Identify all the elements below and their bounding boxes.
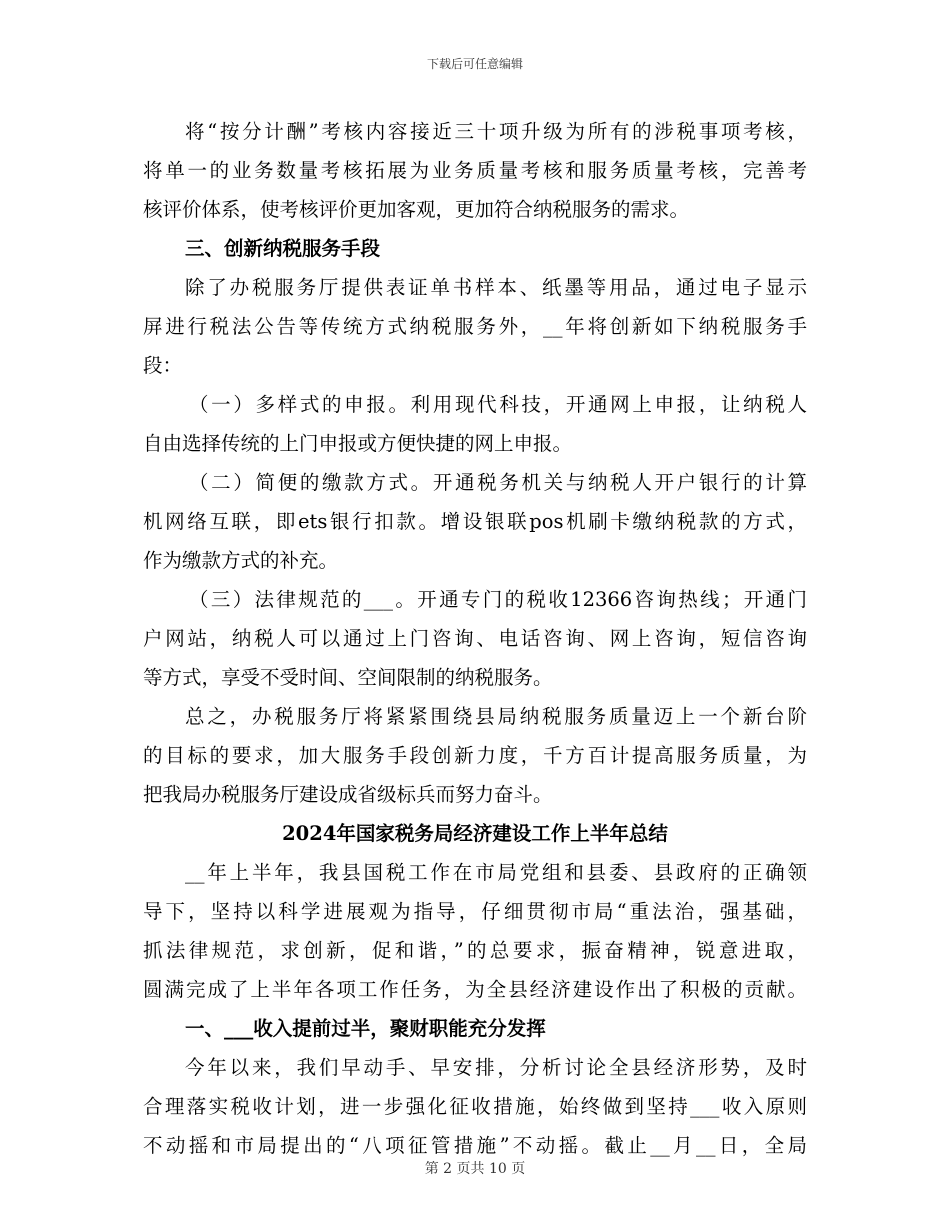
page-footer: 第 2 页共 10 页 [424,1161,526,1177]
text-line: 将单一的业务数量考核拓展为业务质量考核和服务质量考核，完善考 [143,159,807,182]
text-line: 段： [143,354,183,377]
text-line: 除了办税服务厅提供表证单书样本、纸墨等用品，通过电子显示 [185,276,807,299]
document-body [143,112,807,1165]
text-line: 作为缴款方式的补充。 [143,549,339,572]
section-heading: 三、创新纳税服务手段 [185,237,381,260]
text-line: 圆满完成了上半年各项工作任务，为全县经济建设作出了积极的贡献。 [143,978,807,1001]
text-line: 屏进行税法公告等传统方式纳税服务外，__年将创新如下纳税服务手 [143,315,807,338]
text-line: __年上半年，我县国税工作在市局党组和县委、县政府的正确领 [185,861,807,884]
text-line: 把我局办税服务厅建设成省级标兵而努力奋斗。 [143,783,553,806]
text-line: 自由选择传统的上门申报或方便快捷的网上申报。 [143,432,573,455]
text-line: 等方式，享受不受时间、空间限制的纳税服务。 [143,666,553,689]
text-line: 导下，坚持以科学进展观为指导，仔细贯彻市局“重法治，强基础， [143,900,807,923]
text-line: 机网络互联，即ets银行扣款。增设银联pos机刷卡缴纳税款的方式， [143,510,807,533]
page-header: 下载后可任意编辑 [426,57,523,71]
text-line: 抓法律规范，求创新，促和谐，”的总要求，振奋精神，锐意进取， [143,939,807,962]
text-line: （三）法律规范的___。开通专门的税收12366咨询热线；开通门 [189,588,807,611]
text-line: 户网站，纳税人可以通过上门咨询、电话咨询、网上咨询，短信咨询 [143,627,807,650]
text-line: 不动摇和市局提出的“八项征管措施”不动摇。截止__月__日，全局 [143,1134,807,1157]
document-title: 2024年国家税务局经济建设工作上半年总结 [282,822,668,845]
text-line: 将“按分计酬”考核内容接近三十项升级为所有的涉税事项考核， [185,120,807,143]
text-line: 总之，办税服务厅将紧紧围绕县局纳税服务质量迈上一个新台阶 [185,705,807,728]
text-line: （一）多样式的申报。利用现代科技，开通网上申报，让纳税人 [189,393,807,416]
text-line: 核评价体系，使考核评价更加客观，更加符合纳税服务的需求。 [143,198,690,221]
text-line: 的目标的要求，加大服务手段创新力度，千方百计提高服务质量，为 [143,744,807,767]
text-line: （二）简便的缴款方式。开通税务机关与纳税人开户银行的计算 [189,471,807,494]
text-line: 今年以来，我们早动手、早安排，分析讨论全县经济形势，及时 [185,1056,807,1079]
text-line: 合理落实税收计划，进一步强化征收措施，始终做到坚持___收入原则 [143,1095,807,1118]
section-heading: 一、___收入提前过半，聚财职能充分发挥 [185,1017,546,1040]
